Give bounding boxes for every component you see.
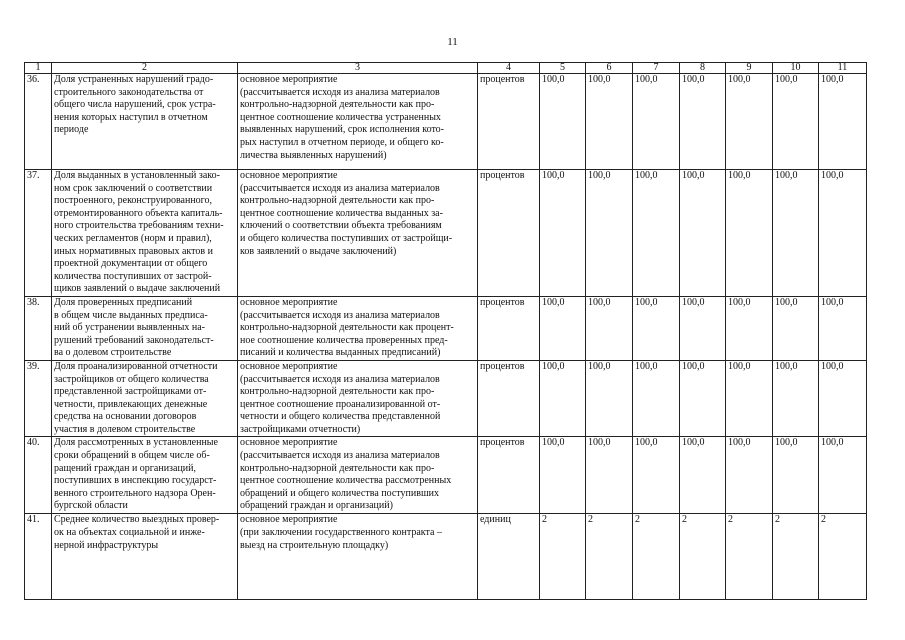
column-header: 10 [773, 63, 819, 74]
value-cell: 100,0 [540, 296, 586, 360]
unit-cell: процентов [478, 437, 540, 514]
page-number: 11 [447, 36, 458, 48]
column-header: 1 [25, 63, 52, 74]
unit-cell: процентов [478, 170, 540, 297]
value-cell: 2 [586, 514, 633, 600]
indicator-label: Доля выданных в установленный зако- ном срок заключений о соответствии построенного, реконструированного, отремонтированного объекта капиталь- ного строительства требованиям техни- ческих регламентов (норм и правил), иных нормативных правовых актов и проектной документации от общего количества поступивших от застрой- щиков заявлений о выдаче заключений [54, 170, 224, 295]
table-row [25, 360, 867, 437]
unit-cell: процентов [478, 74, 540, 170]
value-cell: 100,0 [773, 74, 819, 170]
indicator-text [52, 170, 238, 297]
value-cell: 100,0 [633, 296, 680, 360]
value-cell: 100,0 [773, 437, 819, 514]
value-cell: 100,0 [586, 74, 633, 170]
value-cell: 2 [819, 514, 867, 600]
value-cell: 100,0 [586, 360, 633, 437]
column-header: 7 [633, 63, 680, 74]
value-cell: 2 [726, 514, 773, 600]
measure-text [238, 74, 478, 170]
indicator-text [52, 360, 238, 437]
table-row [25, 170, 867, 297]
table-row [25, 296, 867, 360]
measure-label: основное мероприятие (рассчитывается исходя из анализа материалов контрольно-надзорной деятельности как про- центное соотношение количества выданных за- ключений о соответствии объекта требованиям и общего количества поступивших от застройщи- ков заявлений о выдаче заключений) [240, 170, 453, 257]
value-cell: 100,0 [540, 437, 586, 514]
value-cell: 100,0 [633, 74, 680, 170]
header-row [25, 63, 867, 74]
unit-cell: процентов [478, 296, 540, 360]
measure-label: основное мероприятие (рассчитывается исходя из анализа материалов контрольно-надзорной деятельности как процент- ное соотношение количества проверенных пред- писаний и количества выданных предписаний) [240, 296, 454, 359]
value-cell: 100,0 [680, 360, 726, 437]
value-cell: 2 [680, 514, 726, 600]
value-cell: 100,0 [726, 170, 773, 297]
indicator-label: Среднее количество выездных провер- ок на объектах социальной и инже- нерной инфраструктуры [54, 514, 220, 551]
column-header: 3 [238, 63, 478, 74]
measure-text [238, 360, 478, 437]
value-cell: 100,0 [773, 360, 819, 437]
row-index: 36. [25, 74, 52, 170]
value-cell: 100,0 [586, 296, 633, 360]
row-index: 39. [25, 360, 52, 437]
indicator-text [52, 437, 238, 514]
value-cell: 100,0 [773, 296, 819, 360]
value-cell: 2 [773, 514, 819, 600]
value-cell: 100,0 [773, 170, 819, 297]
column-header: 4 [478, 63, 540, 74]
measure-label: основное мероприятие (рассчитывается исходя из анализа материалов контрольно-надзорной деятельности как про- центное соотношение проанализированной от- четности и общего количества представленной застройщиками отчетности) [240, 360, 441, 435]
value-cell: 100,0 [680, 74, 726, 170]
indicator-label: Доля проанализированной отчетности застройщиков от общего количества представленной застройщиками от- четности, привлекающих денежные средства на основании договоров участия в долевом строительстве [54, 360, 218, 435]
column-header: 5 [540, 63, 586, 74]
value-cell: 100,0 [540, 170, 586, 297]
value-cell: 100,0 [680, 437, 726, 514]
measure-label: основное мероприятие (рассчитывается исходя из анализа материалов контрольно-надзорной деятельности как про- центное соотношение количества рассмотренных обращений и общего количества поступивших обращений граждан и организаций) [240, 437, 452, 512]
column-header: 8 [680, 63, 726, 74]
value-cell: 100,0 [726, 360, 773, 437]
value-cell: 100,0 [633, 170, 680, 297]
table-row [25, 74, 867, 170]
column-header: 11 [819, 63, 867, 74]
value-cell: 100,0 [586, 437, 633, 514]
measure-label: основное мероприятие (рассчитывается исходя из анализа материалов контрольно-надзорной деятельности как про- центное соотношение количества устраненных выявленных нарушений, срок исполнения кото- рых наступил в отчетном периоде, и общего ко- личества выявленных нарушений) [240, 74, 445, 161]
indicator-label: Доля устраненных нарушений градо- строительного законодательства от общего числа нарушений, срок устра- нения которых наступил в отчетном периоде [54, 74, 216, 136]
table-row [25, 514, 867, 600]
value-cell: 100,0 [819, 74, 867, 170]
value-cell: 2 [633, 514, 680, 600]
row-index: 38. [25, 296, 52, 360]
row-index: 40. [25, 437, 52, 514]
measure-label: основное мероприятие (при заключении государственного контракта – выезд на строительную площадку) [240, 514, 442, 551]
row-index: 41. [25, 514, 52, 600]
measure-text [238, 296, 478, 360]
indicator-text [52, 296, 238, 360]
unit-cell: единиц [478, 514, 540, 600]
measure-text [238, 170, 478, 297]
value-cell: 100,0 [819, 437, 867, 514]
column-header: 6 [586, 63, 633, 74]
value-cell: 100,0 [819, 360, 867, 437]
measure-text [238, 514, 478, 600]
value-cell: 100,0 [633, 437, 680, 514]
indicator-text [52, 74, 238, 170]
value-cell: 100,0 [680, 296, 726, 360]
indicator-text [52, 514, 238, 600]
value-cell: 100,0 [540, 74, 586, 170]
row-index: 37. [25, 170, 52, 297]
table-row [25, 437, 867, 514]
column-header: 9 [726, 63, 773, 74]
value-cell: 100,0 [819, 296, 867, 360]
indicator-label: Доля проверенных предписаний в общем числе выданных предписа- ний об устранении выявленных на- рушений требований законодательст- ва о долевом строительстве [54, 296, 214, 359]
value-cell: 100,0 [633, 360, 680, 437]
indicators-table [24, 62, 867, 600]
value-cell: 100,0 [540, 360, 586, 437]
value-cell: 100,0 [819, 170, 867, 297]
column-header: 2 [52, 63, 238, 74]
value-cell: 2 [540, 514, 586, 600]
value-cell: 100,0 [726, 74, 773, 170]
value-cell: 100,0 [726, 437, 773, 514]
indicator-label: Доля рассмотренных в установленные сроки обращений в общем числе об- ращений граждан и организаций, поступивших в инспекцию государст- венного строительного надзора Орен- бургской области [54, 437, 218, 512]
value-cell: 100,0 [680, 170, 726, 297]
unit-cell: процентов [478, 360, 540, 437]
value-cell: 100,0 [726, 296, 773, 360]
value-cell: 100,0 [586, 170, 633, 297]
measure-text [238, 437, 478, 514]
